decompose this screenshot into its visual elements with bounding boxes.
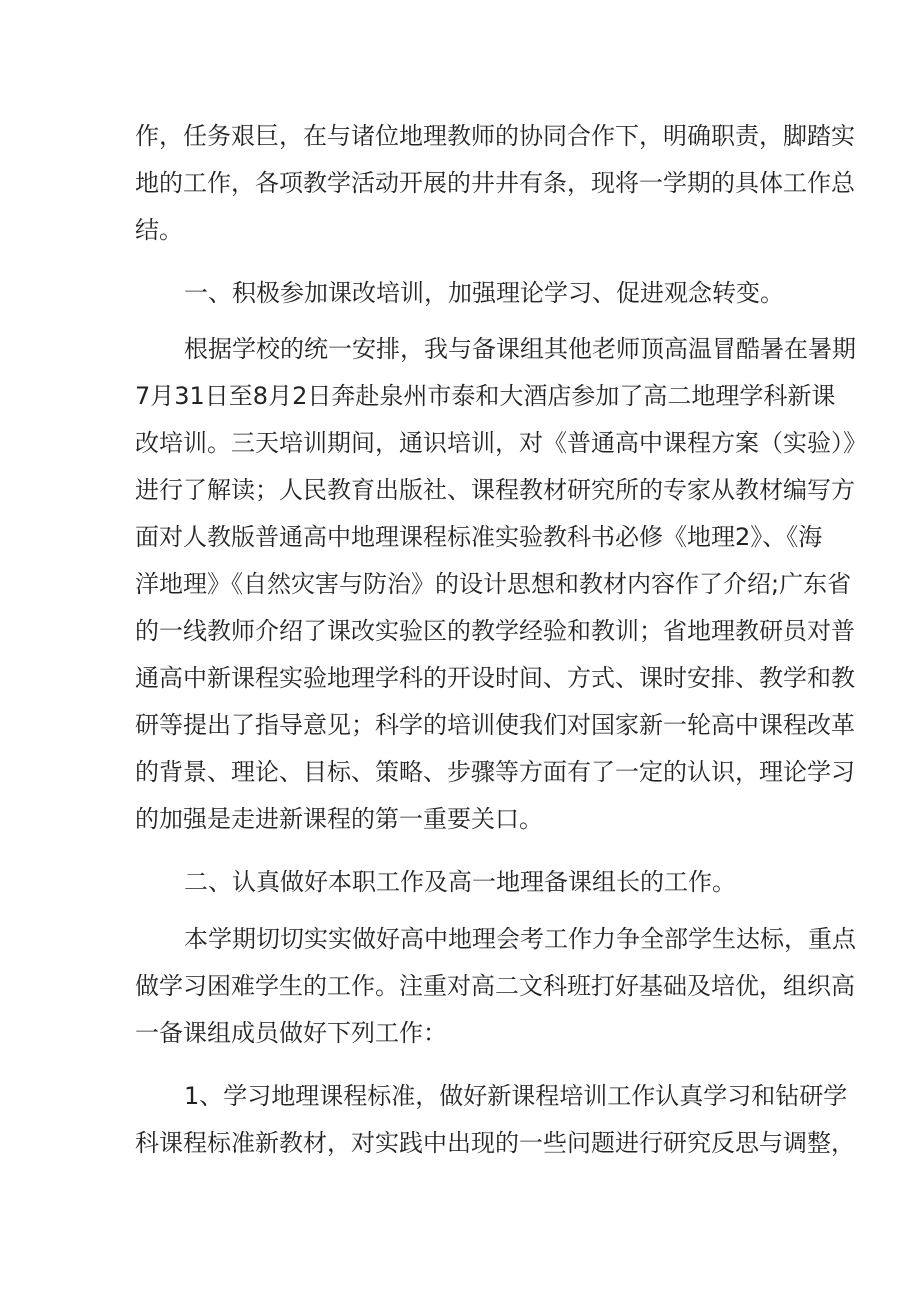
text-line: 的背景、理论、目标、策略、步骤等方面有了一定的认识，理论学习	[135, 758, 855, 786]
text-line: 作，任务艰巨，在与诸位地理教师的协同合作下，明确职责，脚踏实	[135, 122, 855, 150]
text-line: 地的工作，各项教学活动开展的井井有条，现将一学期的具体工作总	[135, 169, 855, 197]
text-line: 进行了解读；人民教育出版社、课程教材研究所的专家从教材编写方	[135, 476, 855, 504]
text-line: 根据学校的统一安排，我与备课组其他老师顶高温冒酷暑在暑期	[184, 335, 856, 363]
text-line: 的加强是走进新课程的第一重要关口。	[135, 805, 543, 833]
text-line: 面对人教版普通高中地理课程标准实验教科书必修《地理2》、《海	[135, 523, 823, 551]
text-line: 研等提出了指导意见；科学的培训使我们对国家新一轮高中课程改革	[135, 711, 855, 739]
text-line: 通高中新课程实验地理学科的开设时间、方式、课时安排、教学和教	[135, 664, 855, 692]
text-line: 1、学习地理课程标准，做好新课程培训工作认真学习和钻研学	[184, 1082, 848, 1110]
text-line: 本学期切切实实做好高中地理会考工作力争全部学生达标，重点	[184, 925, 856, 953]
text-line: 做学习困难学生的工作。注重对高二文科班打好基础及培优，组织高	[135, 972, 855, 1000]
text-line: 科课程标准新教材，对实践中出现的一些问题进行研究反思与调整，	[135, 1129, 855, 1157]
text-line: 改培训。三天培训期间，通识培训，对《普通高中课程方案（实验）》	[135, 429, 867, 457]
text-line: 的一线教师介绍了课改实验区的教学经验和教训；省地理教研员对普	[135, 617, 855, 645]
section-heading-1: 一、积极参加课改培训，加强理论学习、促进观念转变。	[184, 279, 784, 307]
text-line: 7月31日至8月2日奔赴泉州市泰和大酒店参加了高二地理学科新课	[135, 382, 836, 410]
text-line: 洋地理》《自然灾害与防治》的设计思想和教材内容作了介绍;广东省	[135, 570, 852, 598]
section-heading-2: 二、认真做好本职工作及高一地理备课组长的工作。	[184, 868, 736, 896]
text-line: 结。	[135, 216, 183, 244]
text-line: 一备课组成员做好下列工作：	[135, 1019, 447, 1047]
